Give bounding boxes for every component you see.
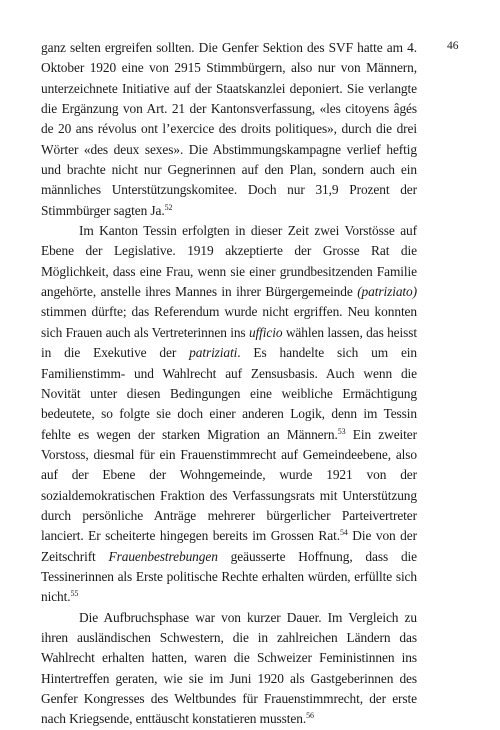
- text-segment: geäusserte Hoffnung, dass die Tessinerinnen als Erste politische Rechte erhalten würden, erfüllte sich nicht.: [41, 548, 417, 605]
- italic-text: Frauenbestrebungen: [108, 548, 218, 564]
- text-segment: . Es handelte sich um ein Familienstimm- und Wahlrecht auf Zensusbasis. Auch wenn die Novität unter diesen Bedingungen eine weibliche Ermächtigung bedeutete, so folgte sie doch einer anderen Logik, denn im Tessin fehlte es wegen der starken Migration an Männern.: [41, 345, 417, 442]
- text-segment: Die Aufbruchsphase war von kurzer Dauer. Im Vergleich zu ihren ausländischen Schwestern, die in zahlreichen Ländern das Wahlrecht erhalten hatten, waren die Schweizer Feministinnen ins Hintertreffen geraten, wie sie im Juni 1920 als Gastgeberinnen des Genfer Kongresses des Weltbundes für Frauenstimmrecht, der erste nach Kriegsende, enttäuscht konstatieren mussten.: [41, 609, 417, 727]
- paragraph: [41, 38, 417, 221]
- text-segment: wählen lassen, das heisst in die Exekutive der: [41, 324, 417, 361]
- italic-text: patriziati: [189, 345, 238, 361]
- italic-text: ufficio: [248, 324, 283, 340]
- text-segment: Ein zweiter Vorstoss, diesmal für ein Frauenstimmrecht auf Gemeindeebene, also auf der Ebene der Wohngemeinde, wurde 1921 von der sozialdemokratischen Fraktion des Verfassungsrats mit Unterstützung durch persönliche Anträge mehrerer bürgerlicher Parteivertreter lanciert. Er scheiterte hingegen bereits im Grossen Rat.: [41, 426, 418, 544]
- paragraph: [41, 608, 417, 730]
- footnote-reference: 54: [339, 528, 348, 538]
- footnote-reference: 56: [306, 711, 314, 721]
- footnote-reference: 55: [70, 589, 79, 599]
- text-segment: Im Kanton Tessin erfolgten in dieser Zeit zwei Vorstösse auf Ebene der Legislative. 1919 akzeptierte der Grosse Rat die Möglichkeit, dass eine Frau, wenn sie einer grundbesitzenden Familie angehörte, anstelle ihres Mannes in ihrer Bürgergemeinde: [41, 223, 417, 300]
- paragraph: [41, 221, 417, 608]
- footnote-reference: 53: [337, 426, 346, 436]
- text-segment: ganz selten ergreifen sollten. Die Genfer Sektion des SVF hatte am 4. Oktober 1920 eine von 2915 Stimmbürgern, also nur von Männern, unterzeichnete Initiative auf der Staatskanzlei deponiert. Sie verlangte die Ergänzung von Art. 21 der Kantonsverfassung, «les citoyens âgés de 20 ans révolus ont l’exercice des droits politiques», durch die drei Wörter «des deux sexes». Die Abstimmungskampagne verlief heftig und brachte nicht nur Gegnerinnen auf den Plan, sondern auch ein männliches Unterstützungskomitee. Doch nur 31,9 Prozent der Stimmbürger sagten Ja.: [41, 40, 417, 218]
- page-number: 46: [447, 40, 459, 52]
- text-segment: Die von der Zeitschrift: [41, 528, 417, 564]
- footnote-reference: 52: [164, 202, 173, 212]
- italic-text: (patriziato): [357, 284, 417, 300]
- text-segment: stimmen dürfte; das Referendum wurde nicht ergriffen. Neu konnten sich Frauen auch als Vertreterinnen ins: [41, 304, 417, 340]
- body-text: [41, 38, 417, 730]
